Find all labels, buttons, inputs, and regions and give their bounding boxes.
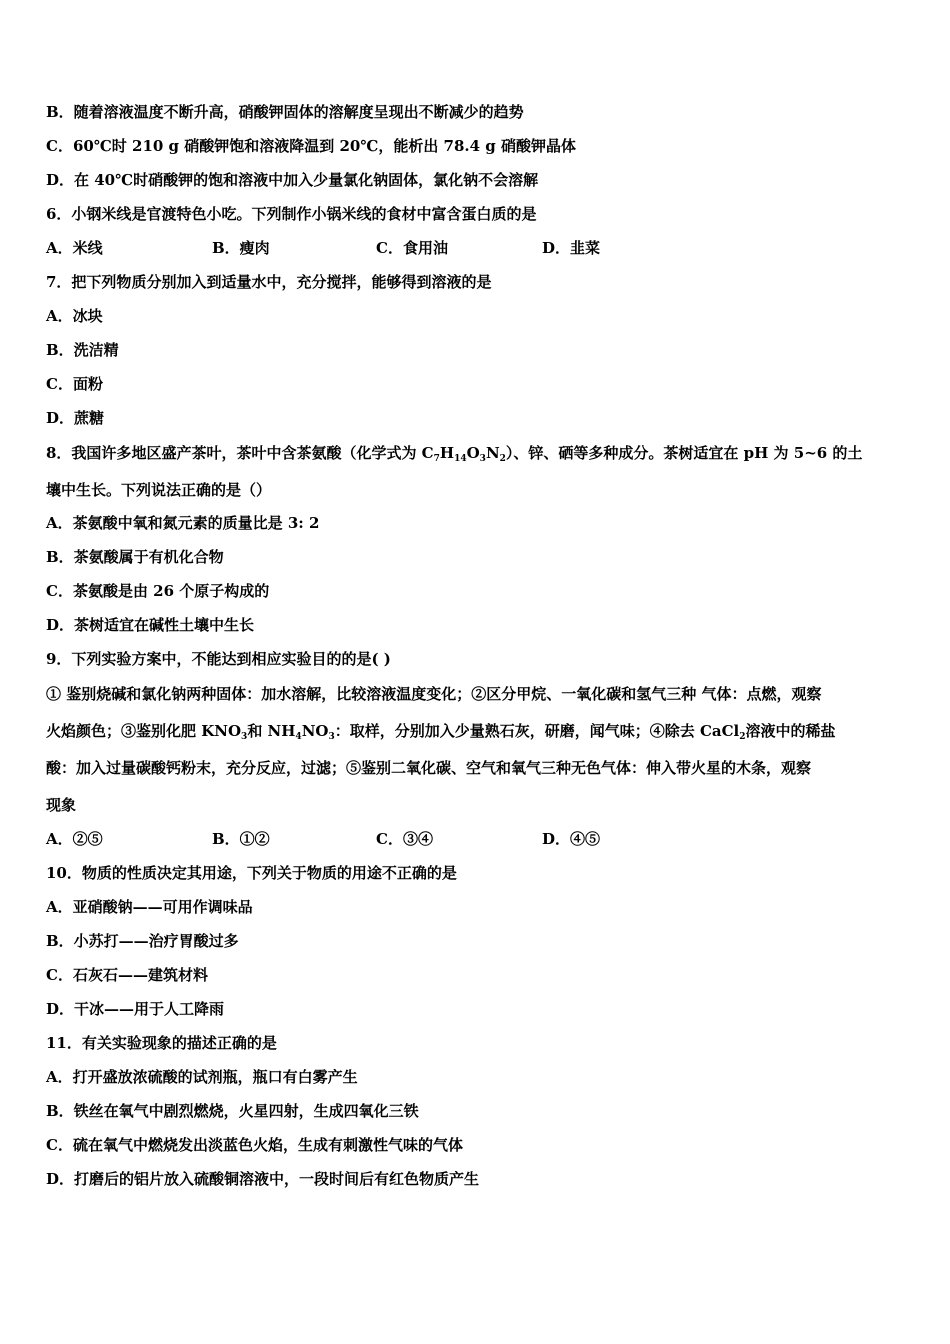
q6-options: [46, 238, 746, 258]
q8-option-b: B．茶氨酸属于有机化合物: [46, 548, 224, 566]
q6-option-c: C．食用油: [376, 239, 448, 257]
q6-stem: 6．小钢米线是官渡特色小吃。下列制作小锅米线的食材中富含蛋白质的是: [46, 205, 537, 223]
formula-subscript: 3: [328, 732, 335, 742]
formula-element: O: [466, 444, 480, 462]
q5-option-d: D．在 40℃时硝酸钾的饱和溶液中加入少量氯化钠固体，氯化钠不会溶解: [46, 171, 539, 189]
formula-subscript: 14: [454, 454, 467, 464]
q9-option-b: B．①②: [212, 830, 270, 848]
q9-options: [46, 829, 746, 849]
formula-element: H: [439, 444, 455, 462]
q10-option-b: B．小苏打——治疗胃酸过多: [46, 932, 239, 950]
q8-option-d: D．茶树适宜在碱性土壤中生长: [46, 616, 255, 634]
q11-option-b: B．铁丝在氧气中剧烈燃烧，火星四射，生成四氧化三铁: [46, 1102, 419, 1120]
q7-option-d: D．蔗糖: [46, 409, 105, 427]
q6-option-d: D．韭菜: [542, 239, 601, 257]
q5-option-c: C．60℃时 210 g 硝酸钾饱和溶液降温到 20℃，能析出 78.4 g 硝酸钾晶体: [46, 137, 577, 155]
q8-option-a: A．茶氨酸中氧和氮元素的质量比是 3: 2: [46, 514, 320, 532]
q7-option-a: A．冰块: [46, 307, 103, 325]
q9-text: 火焰颜色；③鉴别化肥 KNO: [46, 722, 242, 740]
q7-stem: 7．把下列物质分别加入到适量水中，充分搅拌，能够得到溶液的是: [46, 273, 492, 291]
q8-stem-line1: [46, 443, 862, 463]
formula-subscript: 2: [739, 732, 746, 742]
q9-text: ：取样，分别加入少量熟石灰，研磨，闻气味；④除去 CaCl: [334, 722, 740, 740]
q9-body-line1: ① 鉴别烧碱和氯化钠两种固体：加水溶解，比较溶液温度变化；②区分甲烷、一氧化碳和氢气三种 气体：点燃，观察: [46, 685, 822, 703]
formula-subscript: 4: [295, 732, 302, 742]
q11-option-a: A．打开盛放浓硫酸的试剂瓶，瓶口有白雾产生: [46, 1068, 358, 1086]
q6-option-a: A．米线: [46, 239, 103, 257]
q8-option-c: C．茶氨酸是由 26 个原子构成的: [46, 582, 270, 600]
q10-option-c: C．石灰石——建筑材料: [46, 966, 208, 984]
q9-body-line2: [46, 721, 836, 741]
q9-text: 溶液中的稀盐: [745, 722, 836, 740]
q8-stem-text: ）、锌、硒等多种成分。茶树适宜在 pH 为 5~6 的土: [505, 444, 863, 462]
q10-option-d: D．干冰——用于人工降雨: [46, 1000, 225, 1018]
q9-stem: 9．下列实验方案中，不能达到相应实验目的的是( ): [46, 650, 391, 668]
formula-subscript: 3: [241, 732, 248, 742]
q9-option-c: C．③④: [376, 830, 433, 848]
q6-option-b: B．瘦肉: [212, 239, 270, 257]
q9-option-a: A．②⑤: [46, 830, 103, 848]
q5-option-b: B．随着溶液温度不断升高，硝酸钾固体的溶解度呈现出不断减少的趋势: [46, 103, 524, 121]
q9-body-line4: 现象: [46, 796, 77, 814]
q11-stem: 11．有关实验现象的描述正确的是: [46, 1034, 277, 1052]
q11-option-d: D．打磨后的铝片放入硫酸铜溶液中，一段时间后有红色物质产生: [46, 1170, 480, 1188]
q8-stem-line2: 壤中生长。下列说法正确的是（）: [46, 481, 272, 499]
q10-stem: 10．物质的性质决定其用途，下列关于物质的用途不正确的是: [46, 864, 457, 882]
formula-subscript: 2: [499, 454, 506, 464]
q9-text: 和 NH: [247, 722, 296, 740]
q9-body-line3: 酸：加入过量碳酸钙粉末，充分反应，过滤；⑤鉴别二氧化碳、空气和氧气三种无色气体：伸入带火星的木条，观察: [46, 759, 812, 777]
formula-subscript: 7: [433, 454, 440, 464]
q10-option-a: A．亚硝酸钠——可用作调味品: [46, 898, 253, 916]
q7-option-b: B．洗洁精: [46, 341, 119, 359]
q8-stem-text: 8．我国许多地区盛产茶叶，茶叶中含茶氨酸（化学式为 C: [46, 444, 434, 462]
q9-text: NO: [301, 722, 329, 740]
formula-element: N: [485, 444, 500, 462]
q7-option-c: C．面粉: [46, 375, 103, 393]
q9-option-d: D．④⑤: [542, 830, 601, 848]
q11-option-c: C．硫在氧气中燃烧发出淡蓝色火焰，生成有刺激性气味的气体: [46, 1136, 463, 1154]
formula-subscript: 3: [479, 454, 486, 464]
